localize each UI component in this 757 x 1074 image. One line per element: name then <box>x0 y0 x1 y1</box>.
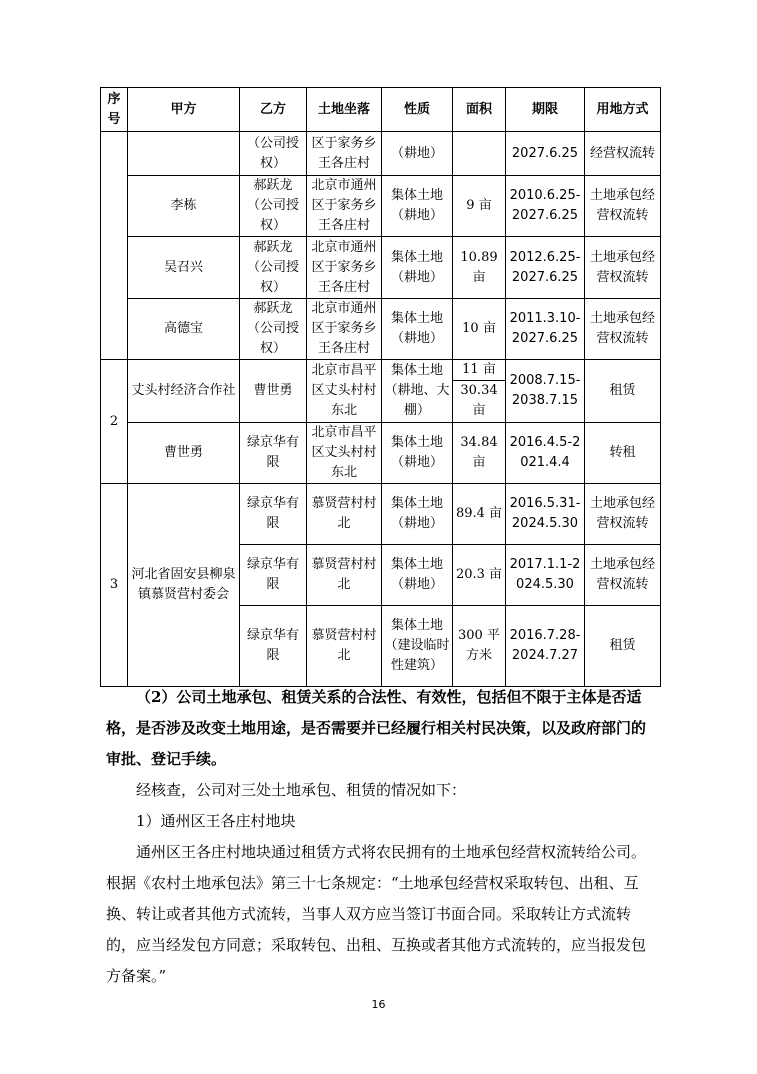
intro-paragraph: 经核查，公司对三处土地承包、租赁的情况如下： <box>136 781 467 799</box>
term-cell: 2016.7.28-2024.7.27 <box>506 606 585 687</box>
table-header-row <box>101 88 661 132</box>
seq-cell: 2 <box>101 360 128 484</box>
usage-cell: 经营权流转 <box>585 132 661 176</box>
party-a-cell: 李栋 <box>128 176 240 237</box>
area-cell: 10 亩 <box>453 299 506 360</box>
party-a-cell: 吴召兴 <box>128 237 240 299</box>
party-b-cell: 绿京华有限 <box>240 545 307 606</box>
party-a-cell <box>128 132 240 176</box>
page-number: 16 <box>371 998 386 1011</box>
table-row <box>101 237 661 299</box>
header-term: 期限 <box>506 88 585 132</box>
area-cell <box>453 132 506 176</box>
location-cell: 慕贤营村村北 <box>307 545 382 606</box>
term-cell: 2010.6.25-2027.6.25 <box>506 176 585 237</box>
area-part-b: 30.34 亩 <box>460 383 498 418</box>
location-cell: 区于家务乡王各庄村 <box>307 132 382 176</box>
table-row <box>101 299 661 360</box>
term-cell: 2017.1.1-2024.5.30 <box>506 545 585 606</box>
area-split <box>453 360 505 422</box>
seq-cell: 3 <box>101 484 128 687</box>
party-b-cell: 绿京华有限 <box>240 606 307 687</box>
party-a-cell: 高德宝 <box>128 299 240 360</box>
nature-cell: 集体土地（耕地） <box>382 484 453 545</box>
area-cell: 9 亩 <box>453 176 506 237</box>
nature-cell: 集体土地（耕地） <box>382 237 453 299</box>
party-a-cell: 河北省固安县柳泉镇慕贤营村委会 <box>128 484 240 687</box>
nature-cell: 集体土地（耕地、大棚） <box>382 360 453 423</box>
usage-cell: 土地承包经营权流转 <box>585 484 661 545</box>
usage-cell: 土地承包经营权流转 <box>585 299 661 360</box>
table-row <box>101 176 661 237</box>
subsection-heading: 1）通州区王各庄村地块 <box>136 812 296 830</box>
nature-cell: 集体土地（耕地） <box>382 299 453 360</box>
usage-cell: 土地承包经营权流转 <box>585 545 661 606</box>
location-cell: 北京市通州区于家务乡王各庄村 <box>307 176 382 237</box>
party-b-cell: 绿京华有限 <box>240 484 307 545</box>
usage-cell: 租赁 <box>585 360 661 423</box>
usage-cell: 土地承包经营权流转 <box>585 176 661 237</box>
nature-cell: 集体土地（耕地） <box>382 423 453 484</box>
body-paragraph: 通州区王各庄村地块通过租赁方式将农民拥有的土地承包经营权流转给公司。根据《农村土地承包法》第三十七条规定：“土地承包经营权采取转包、出租、互换、转让或者其他方式流转，当事人双方应当签订书面合同。采取转让方式流转的，应当经发包方同意；采取转包、出租、互换或者其他方式流转的，应当报发包方备案。” <box>106 843 647 985</box>
term-cell: 2008.7.15-2038.7.15 <box>506 360 585 423</box>
header-party-a: 甲方 <box>128 88 240 132</box>
term-cell: 2027.6.25 <box>506 132 585 176</box>
table-row <box>101 423 661 484</box>
header-party-b: 乙方 <box>240 88 307 132</box>
area-cell: 20.3 亩 <box>453 545 506 606</box>
party-a-cell: 曹世勇 <box>128 423 240 484</box>
usage-cell: 转租 <box>585 423 661 484</box>
area-cell <box>453 360 506 423</box>
term-cell: 2016.5.31-2024.5.30 <box>506 484 585 545</box>
location-cell: 北京市通州区于家务乡王各庄村 <box>307 299 382 360</box>
nature-cell: 集体土地（耕地） <box>382 545 453 606</box>
party-b-cell: 郝跃龙（公司授权） <box>240 176 307 237</box>
location-cell: 北京市通州区于家务乡王各庄村 <box>307 237 382 299</box>
party-a-cell: 丈头村经济合作社 <box>128 360 240 423</box>
term-cell: 2012.6.25-2027.6.25 <box>506 237 585 299</box>
header-seq: 序号 <box>101 88 128 132</box>
area-part-a: 11 亩 <box>453 360 505 381</box>
party-b-cell: 曹世勇 <box>240 360 307 423</box>
usage-cell: 土地承包经营权流转 <box>585 237 661 299</box>
nature-cell: （耕地） <box>382 132 453 176</box>
seq-cell <box>101 132 128 360</box>
table-row <box>101 360 661 423</box>
header-nature: 性质 <box>382 88 453 132</box>
location-cell: 北京市昌平区丈头村村东北 <box>307 360 382 423</box>
area-cell: 34.84 亩 <box>453 423 506 484</box>
nature-cell: 集体土地（耕地） <box>382 176 453 237</box>
party-b-cell: 郝跃龙（公司授权） <box>240 299 307 360</box>
nature-cell: 集体土地（建设临时性建筑） <box>382 606 453 687</box>
header-location: 土地坐落 <box>307 88 382 132</box>
header-area: 面积 <box>453 88 506 132</box>
section-heading: （2）公司土地承包、租赁关系的合法性、有效性，包括但不限于主体是否适格，是否涉及改变土地用途，是否需要并已经履行相关村民决策，以及政府部门的审批、登记手续。 <box>106 688 647 768</box>
land-lease-table <box>100 87 661 687</box>
party-b-cell: 绿京华有限 <box>240 423 307 484</box>
table-row <box>101 484 661 545</box>
area-cell: 10.89 亩 <box>453 237 506 299</box>
party-b-cell: 郝跃龙（公司授权） <box>240 237 307 299</box>
table-row <box>101 132 661 176</box>
area-cell: 300 平方米 <box>453 606 506 687</box>
area-cell: 89.4 亩 <box>453 484 506 545</box>
location-cell: 慕贤营村村北 <box>307 484 382 545</box>
party-b-cell: （公司授权） <box>240 132 307 176</box>
term-cell: 2016.4.5-2021.4.4 <box>506 423 585 484</box>
usage-cell: 租赁 <box>585 606 661 687</box>
term-cell: 2011.3.10-2027.6.25 <box>506 299 585 360</box>
location-cell: 北京市昌平区丈头村村东北 <box>307 423 382 484</box>
header-usage: 用地方式 <box>585 88 661 132</box>
location-cell: 慕贤营村村北 <box>307 606 382 687</box>
